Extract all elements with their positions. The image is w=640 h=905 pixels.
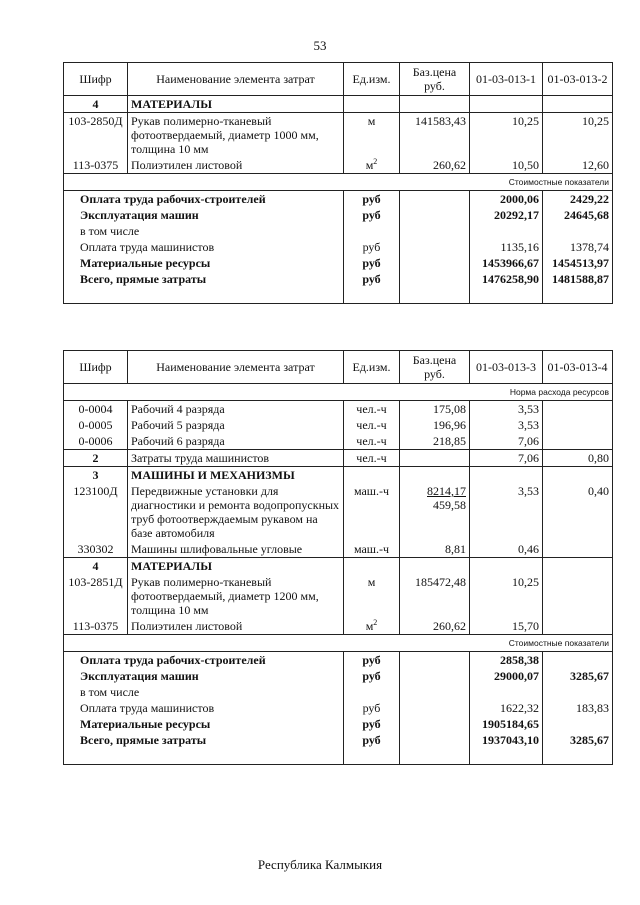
spacer-cell xyxy=(543,748,613,765)
summary-blank xyxy=(400,255,470,271)
section-row xyxy=(64,467,613,484)
summary-v2 xyxy=(543,716,613,732)
summary-v2: 2429,22 xyxy=(543,191,613,208)
section-row xyxy=(64,96,613,113)
section-number: 4 xyxy=(64,558,128,575)
row-v1: 10,25 xyxy=(470,113,543,158)
summary-v1: 2858,38 xyxy=(470,652,543,669)
row-name: Машины шлифовальные угловые xyxy=(128,541,344,558)
row-v1: 0,46 xyxy=(470,541,543,558)
summary-row xyxy=(64,700,613,716)
summary-unit: руб xyxy=(344,239,400,255)
summary-row xyxy=(64,223,613,239)
row-name: Рабочий 6 разряда xyxy=(128,433,344,450)
spacer-cell xyxy=(470,748,543,765)
summary-blank xyxy=(400,191,470,208)
row-v1: 10,50 xyxy=(470,157,543,174)
summary-name: Материальные ресурсы xyxy=(64,255,344,271)
price-value-secondary: 459,58 xyxy=(433,498,466,512)
unit-text: м xyxy=(367,575,376,589)
table-row xyxy=(64,541,613,558)
header-base-price: Баз.цена руб. xyxy=(400,351,470,384)
summary-unit xyxy=(344,223,400,239)
table-row xyxy=(64,113,613,158)
summary-v1: 29000,07 xyxy=(470,668,543,684)
row-v1: 7,06 xyxy=(470,450,543,467)
norm-label-row xyxy=(64,384,613,401)
summary-name: Оплата труда машинистов xyxy=(64,700,344,716)
summary-blank xyxy=(400,239,470,255)
machinist-labor-row xyxy=(64,450,613,467)
summary-unit: руб xyxy=(344,207,400,223)
cost-table-1 xyxy=(63,62,613,304)
spacer-cell xyxy=(64,287,344,304)
summary-name: Оплата труда машинистов xyxy=(64,239,344,255)
unit-text: м xyxy=(365,619,374,633)
summary-v2: 1454513,97 xyxy=(543,255,613,271)
summary-name: в том числе xyxy=(64,684,344,700)
unit-superscript: 2 xyxy=(373,618,378,627)
row-unit xyxy=(344,574,400,618)
row-unit xyxy=(344,401,400,418)
summary-name: Материальные ресурсы xyxy=(64,716,344,732)
row-unit xyxy=(344,618,400,635)
summary-blank xyxy=(400,652,470,669)
summary-v1: 2000,06 xyxy=(470,191,543,208)
summary-v1 xyxy=(470,223,543,239)
row-price xyxy=(400,574,470,618)
summary-v2: 183,83 xyxy=(543,700,613,716)
row-v2: 0,80 xyxy=(543,450,613,467)
row-code: 0-0004 xyxy=(64,401,128,418)
summary-name: Эксплуатация машин xyxy=(64,668,344,684)
summary-unit: руб xyxy=(344,191,400,208)
table2-material-rows xyxy=(64,574,613,635)
row-v2 xyxy=(543,574,613,618)
unit-superscript: 2 xyxy=(373,157,378,166)
row-price xyxy=(400,113,470,158)
summary-unit: руб xyxy=(344,652,400,669)
row-unit xyxy=(344,433,400,450)
row-v1: 3,53 xyxy=(470,483,543,541)
section-row xyxy=(64,558,613,575)
row-v2 xyxy=(543,401,613,418)
spacer-cell xyxy=(470,287,543,304)
summary-blank xyxy=(400,732,470,748)
summary-row xyxy=(64,684,613,700)
row-v1: 15,70 xyxy=(470,618,543,635)
row-price xyxy=(400,618,470,635)
row-v2: 12,60 xyxy=(543,157,613,174)
row-code: 2 xyxy=(64,450,128,467)
header-name: Наименование элемента затрат xyxy=(128,351,344,384)
unit-text: чел.-ч xyxy=(356,434,387,448)
summary-v2 xyxy=(543,684,613,700)
cost-label: Стоимостные показатели xyxy=(64,635,613,652)
row-name: Полиэтилен листовой xyxy=(128,618,344,635)
row-name: Рукав полимерно-тканевый фотоотвердаемый, диаметр 1000 мм, толщина 10 мм xyxy=(128,113,344,158)
row-code: 113-0375 xyxy=(64,157,128,174)
summary-blank xyxy=(400,271,470,287)
summary-blank xyxy=(400,207,470,223)
page-number: 53 xyxy=(313,38,327,53)
unit-text: маш.-ч xyxy=(353,542,390,556)
summary-unit: руб xyxy=(344,716,400,732)
summary-name: в том числе xyxy=(64,223,344,239)
row-price xyxy=(400,401,470,418)
table-row xyxy=(64,574,613,618)
table2-machine-rows xyxy=(64,483,613,558)
table-row xyxy=(64,401,613,418)
section-number: 3 xyxy=(64,467,128,484)
spacer-cell xyxy=(400,748,470,765)
summary-name: Оплата труда рабочих-строителей xyxy=(64,191,344,208)
row-name: Рабочий 4 разряда xyxy=(128,401,344,418)
summary-blank xyxy=(400,684,470,700)
unit-text: маш.-ч xyxy=(353,484,390,498)
summary-name: Всего, прямые затраты xyxy=(64,732,344,748)
price-value: 260,62 xyxy=(433,619,466,633)
table-row xyxy=(64,483,613,541)
row-v1: 3,53 xyxy=(470,401,543,418)
summary-v2: 3285,67 xyxy=(543,668,613,684)
summary-blank xyxy=(400,716,470,732)
summary-v1 xyxy=(470,684,543,700)
row-unit xyxy=(344,417,400,433)
cost-label-row xyxy=(64,174,613,191)
summary-spacer xyxy=(64,287,613,304)
table1-summary xyxy=(64,191,613,304)
summary-v1: 1905184,65 xyxy=(470,716,543,732)
unit-text: чел.-ч xyxy=(356,402,387,416)
cost-label-row xyxy=(64,635,613,652)
row-price xyxy=(400,433,470,450)
table-row xyxy=(64,417,613,433)
row-v2 xyxy=(543,541,613,558)
price-value: 175,08 xyxy=(433,402,466,416)
row-name: Полиэтилен листовой xyxy=(128,157,344,174)
cost-table-2 xyxy=(63,350,613,765)
header-col2: 01-03-013-2 xyxy=(543,63,613,96)
spacer-cell xyxy=(344,748,400,765)
row-unit xyxy=(344,483,400,541)
row-unit xyxy=(344,157,400,174)
summary-v2: 24645,68 xyxy=(543,207,613,223)
row-v2 xyxy=(543,618,613,635)
spacer-cell xyxy=(64,748,344,765)
table1-material-rows xyxy=(64,113,613,174)
header-name: Наименование элемента затрат xyxy=(128,63,344,96)
table-header-row xyxy=(64,63,613,96)
summary-name: Эксплуатация машин xyxy=(64,207,344,223)
spacer-cell xyxy=(344,287,400,304)
header-base-price: Баз.цена руб. xyxy=(400,63,470,96)
summary-blank xyxy=(400,668,470,684)
summary-row xyxy=(64,716,613,732)
summary-v1: 1453966,67 xyxy=(470,255,543,271)
header-col1: 01-03-013-1 xyxy=(470,63,543,96)
summary-unit: руб xyxy=(344,700,400,716)
row-price xyxy=(400,450,470,467)
row-code: 123100Д xyxy=(64,483,128,541)
summary-v2: 3285,67 xyxy=(543,732,613,748)
unit-text: м xyxy=(365,158,374,172)
row-name: Передвижные установки для диагностики и ремонта водопропускных труб фотоотверждаемым рукавом на базе автомобиля xyxy=(128,483,344,541)
header-col1: 01-03-013-3 xyxy=(470,351,543,384)
norm-label: Норма расхода ресурсов xyxy=(64,384,613,401)
row-price xyxy=(400,157,470,174)
header-col2: 01-03-013-4 xyxy=(543,351,613,384)
summary-v2: 1481588,87 xyxy=(543,271,613,287)
table-header-row xyxy=(64,351,613,384)
summary-row xyxy=(64,732,613,748)
summary-row xyxy=(64,255,613,271)
header-unit: Ед.изм. xyxy=(344,63,400,96)
summary-unit: руб xyxy=(344,732,400,748)
summary-blank xyxy=(400,700,470,716)
summary-v2 xyxy=(543,652,613,669)
row-code: 0-0005 xyxy=(64,417,128,433)
row-name: Рабочий 5 разряда xyxy=(128,417,344,433)
row-v1: 10,25 xyxy=(470,574,543,618)
section-title: МАТЕРИАЛЫ xyxy=(128,558,344,575)
row-price xyxy=(400,541,470,558)
row-v1: 3,53 xyxy=(470,417,543,433)
price-value: 260,62 xyxy=(433,158,466,172)
summary-v1: 1476258,90 xyxy=(470,271,543,287)
summary-name: Оплата труда рабочих-строителей xyxy=(64,652,344,669)
summary-v1: 1937043,10 xyxy=(470,732,543,748)
summary-row xyxy=(64,652,613,669)
summary-v1: 1135,16 xyxy=(470,239,543,255)
row-code: 103-2851Д xyxy=(64,574,128,618)
section-number: 4 xyxy=(64,96,128,113)
summary-unit: руб xyxy=(344,668,400,684)
spacer-cell xyxy=(543,287,613,304)
row-v2 xyxy=(543,433,613,450)
table-row xyxy=(64,433,613,450)
header-code: Шифр xyxy=(64,351,128,384)
row-v2 xyxy=(543,417,613,433)
row-code: 103-2850Д xyxy=(64,113,128,158)
header-unit: Ед.изм. xyxy=(344,351,400,384)
row-unit xyxy=(344,541,400,558)
table-row xyxy=(64,157,613,174)
summary-row xyxy=(64,239,613,255)
summary-row xyxy=(64,207,613,223)
summary-v1: 20292,17 xyxy=(470,207,543,223)
price-value: 185472,48 xyxy=(415,575,466,589)
price-value: 218,85 xyxy=(433,434,466,448)
price-value: 196,96 xyxy=(433,418,466,432)
header-code: Шифр xyxy=(64,63,128,96)
summary-spacer xyxy=(64,748,613,765)
summary-v2: 1378,74 xyxy=(543,239,613,255)
row-unit xyxy=(344,113,400,158)
summary-v1: 1622,32 xyxy=(470,700,543,716)
row-price xyxy=(400,417,470,433)
summary-blank xyxy=(400,223,470,239)
unit-text: м xyxy=(367,114,376,128)
table2-summary xyxy=(64,652,613,765)
table2-labor-rows xyxy=(64,401,613,450)
row-name: Рукав полимерно-тканевый фотоотвердаемый, диаметр 1200 мм, толщина 10 мм xyxy=(128,574,344,618)
summary-name: Всего, прямые затраты xyxy=(64,271,344,287)
price-value: 141583,43 xyxy=(415,114,466,128)
unit-text: чел.-ч xyxy=(356,418,387,432)
table-row xyxy=(64,618,613,635)
section-title: МАТЕРИАЛЫ xyxy=(128,96,344,113)
summary-v2 xyxy=(543,223,613,239)
summary-unit xyxy=(344,684,400,700)
row-code: 113-0375 xyxy=(64,618,128,635)
row-code: 0-0006 xyxy=(64,433,128,450)
summary-row xyxy=(64,191,613,208)
price-value: 8214,17 xyxy=(427,484,466,498)
summary-unit: руб xyxy=(344,271,400,287)
footer-region: Республика Калмыкия xyxy=(257,857,383,872)
summary-row xyxy=(64,271,613,287)
row-v2: 0,40 xyxy=(543,483,613,541)
row-name: Затраты труда машинистов xyxy=(128,450,344,467)
row-unit: чел.-ч xyxy=(344,450,400,467)
price-value: 8,81 xyxy=(445,542,466,556)
row-v1: 7,06 xyxy=(470,433,543,450)
row-code: 330302 xyxy=(64,541,128,558)
summary-unit: руб xyxy=(344,255,400,271)
cost-label: Стоимостные показатели xyxy=(64,174,613,191)
spacer-cell xyxy=(400,287,470,304)
summary-row xyxy=(64,668,613,684)
row-v2: 10,25 xyxy=(543,113,613,158)
row-price xyxy=(400,483,470,541)
section-title: МАШИНЫ И МЕХАНИЗМЫ xyxy=(128,467,344,484)
